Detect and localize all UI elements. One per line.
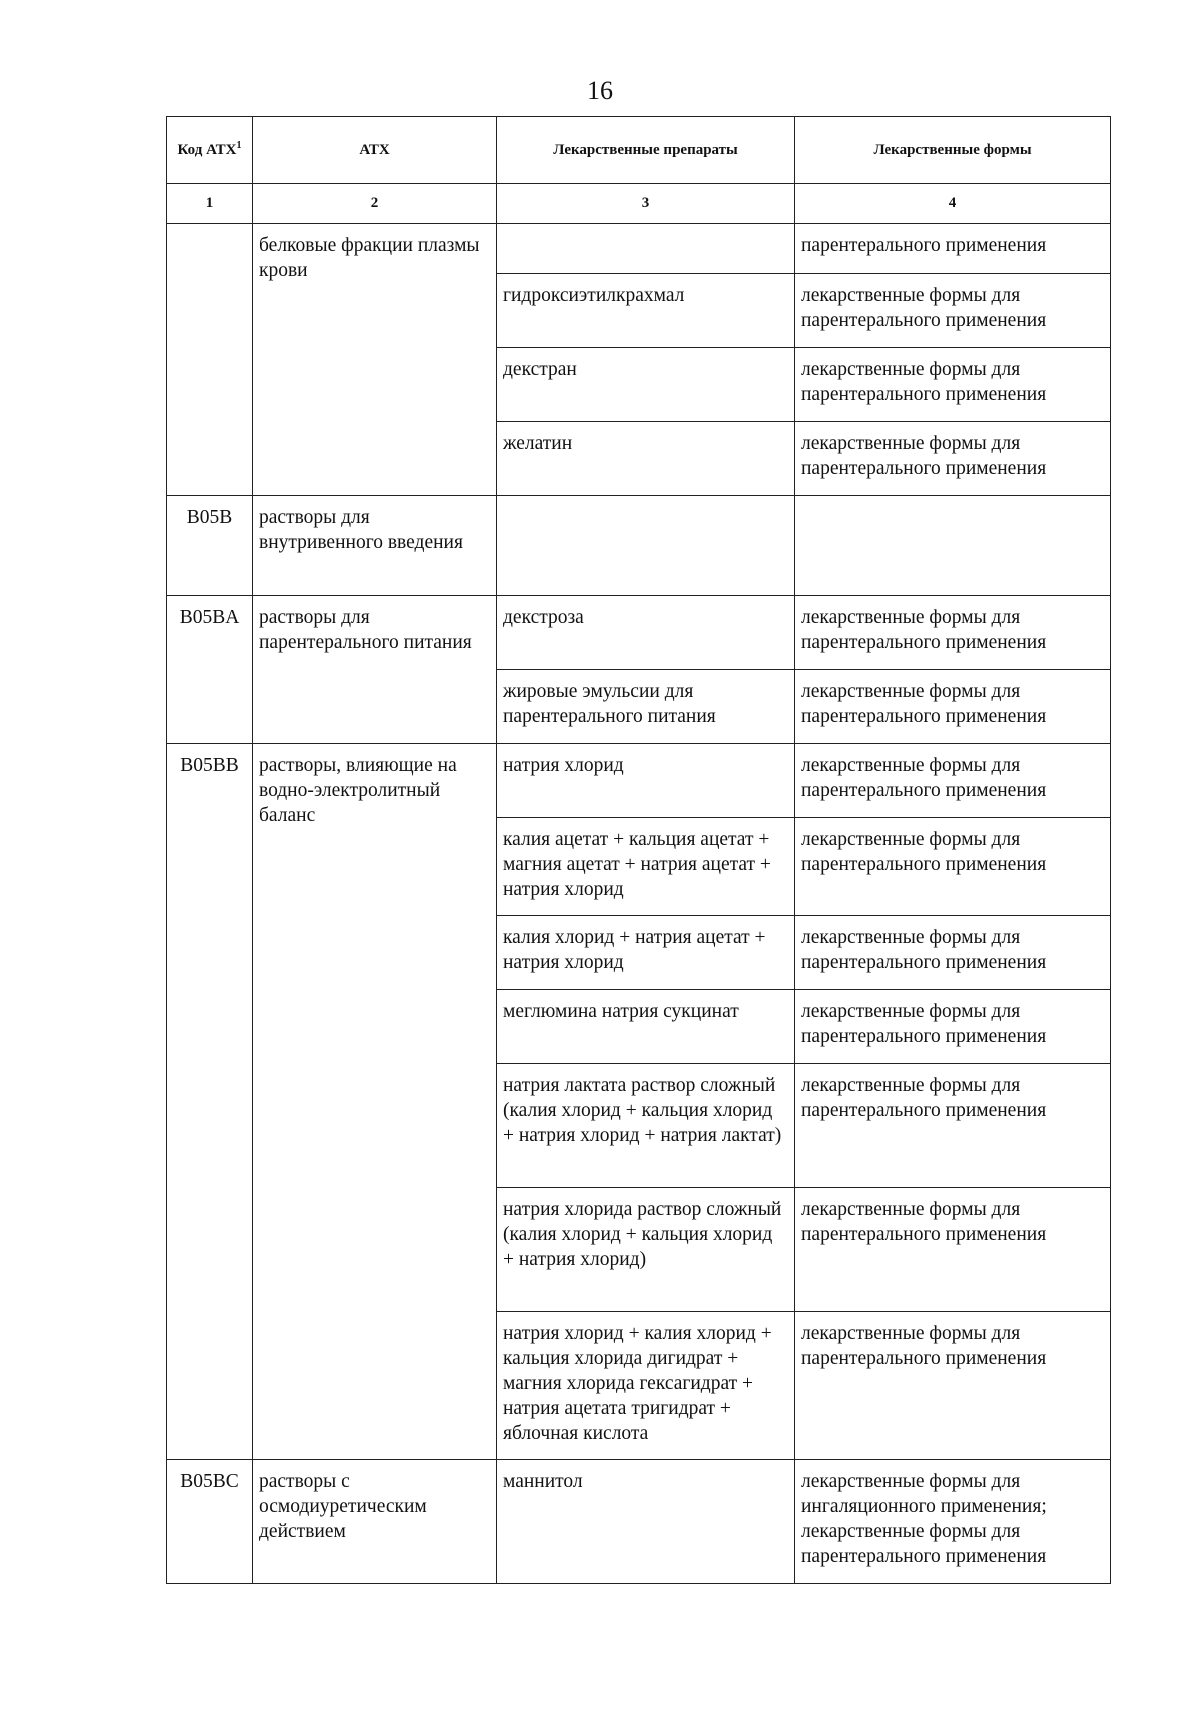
drug-cell: жировые эмульсии для парентерального питания bbox=[497, 670, 795, 744]
dosage-form-cell: лекарственные формы для парентерального применения bbox=[795, 916, 1111, 990]
dosage-form-cell: лекарственные формы для парентерального применения bbox=[795, 818, 1111, 916]
atx-code-cell: B05BA bbox=[167, 596, 253, 744]
atx-name-cell: растворы для парентерального питания bbox=[253, 596, 497, 744]
drug-cell: натрия хлорид + калия хлорид + кальция хлорида дигидрат + магния хлорида гексагидрат + натрия ацетата тригидрат + яблочная кислота bbox=[497, 1312, 795, 1460]
drug-cell: желатин bbox=[497, 422, 795, 496]
column-number: 1 bbox=[167, 184, 253, 224]
dosage-form-cell: лекарственные формы для парентерального применения bbox=[795, 744, 1111, 818]
dosage-form-cell bbox=[795, 496, 1111, 596]
atx-name-cell: растворы, влияющие на водно-электролитный баланс bbox=[253, 744, 497, 1460]
footnote-marker: 1 bbox=[236, 140, 242, 151]
dosage-form-cell: лекарственные формы для парентерального применения bbox=[795, 596, 1111, 670]
dosage-form-cell: лекарственные формы для парентерального применения bbox=[795, 1188, 1111, 1312]
atx-code-cell: B05B bbox=[167, 496, 253, 596]
page-number: 16 bbox=[587, 76, 613, 105]
atx-name-cell: белковые фракции плазмы крови bbox=[253, 224, 497, 496]
dosage-form-cell: лекарственные формы для парентерального применения bbox=[795, 1312, 1111, 1460]
header-atx: АТХ bbox=[253, 117, 497, 184]
drug-table bbox=[166, 116, 1111, 1584]
atx-code-cell: B05BB bbox=[167, 744, 253, 1460]
column-number: 3 bbox=[497, 184, 795, 224]
dosage-form-cell: лекарственные формы для парентерального применения bbox=[795, 1064, 1111, 1188]
header-forms: Лекарственные формы bbox=[795, 117, 1111, 184]
drug-cell: маннитол bbox=[497, 1460, 795, 1584]
drug-cell: гидроксиэтилкрахмал bbox=[497, 274, 795, 348]
atx-name-cell: растворы для внутривенного введения bbox=[253, 496, 497, 596]
header-row bbox=[167, 117, 1111, 184]
drug-cell: натрия хлорида раствор сложный (калия хлорид + кальция хлорид + натрия хлорид) bbox=[497, 1188, 795, 1312]
header-drugs: Лекарственные препараты bbox=[497, 117, 795, 184]
dosage-form-cell: лекарственные формы для парентерального применения bbox=[795, 274, 1111, 348]
table-row bbox=[167, 1460, 1111, 1584]
drug-cell: калия ацетат + кальция ацетат + магния ацетат + натрия ацетат + натрия хлорид bbox=[497, 818, 795, 916]
dosage-form-cell: лекарственные формы для ингаляционного применения; лекарственные формы для парентерального применения bbox=[795, 1460, 1111, 1584]
drug-cell: натрия хлорид bbox=[497, 744, 795, 818]
column-number-row bbox=[167, 184, 1111, 224]
dosage-form-cell: лекарственные формы для парентерального применения bbox=[795, 990, 1111, 1064]
drug-cell: меглюмина натрия сукцинат bbox=[497, 990, 795, 1064]
column-number: 4 bbox=[795, 184, 1111, 224]
atx-code-cell: B05BC bbox=[167, 1460, 253, 1584]
drug-cell bbox=[497, 496, 795, 596]
table-row bbox=[167, 596, 1111, 670]
drug-cell: натрия лактата раствор сложный (калия хлорид + кальция хлорид + натрия хлорид + натрия лактат) bbox=[497, 1064, 795, 1188]
header-code-atx: Код АТХ$^1$ bbox=[167, 117, 253, 184]
column-number: 2 bbox=[253, 184, 497, 224]
atx-name-cell: растворы с осмодиуретическим действием bbox=[253, 1460, 497, 1584]
dosage-form-cell: лекарственные формы для парентерального применения bbox=[795, 670, 1111, 744]
table-row bbox=[167, 744, 1111, 818]
atx-code-cell bbox=[167, 224, 253, 496]
dosage-form-cell: лекарственные формы для парентерального применения bbox=[795, 348, 1111, 422]
table-row bbox=[167, 496, 1111, 596]
dosage-form-cell: лекарственные формы для парентерального применения bbox=[795, 422, 1111, 496]
table-row bbox=[167, 224, 1111, 274]
drug-cell: декстроза bbox=[497, 596, 795, 670]
drug-cell: декстран bbox=[497, 348, 795, 422]
drug-cell bbox=[497, 224, 795, 274]
drug-cell: калия хлорид + натрия ацетат + натрия хлорид bbox=[497, 916, 795, 990]
dosage-form-cell: парентерального применения bbox=[795, 224, 1111, 274]
